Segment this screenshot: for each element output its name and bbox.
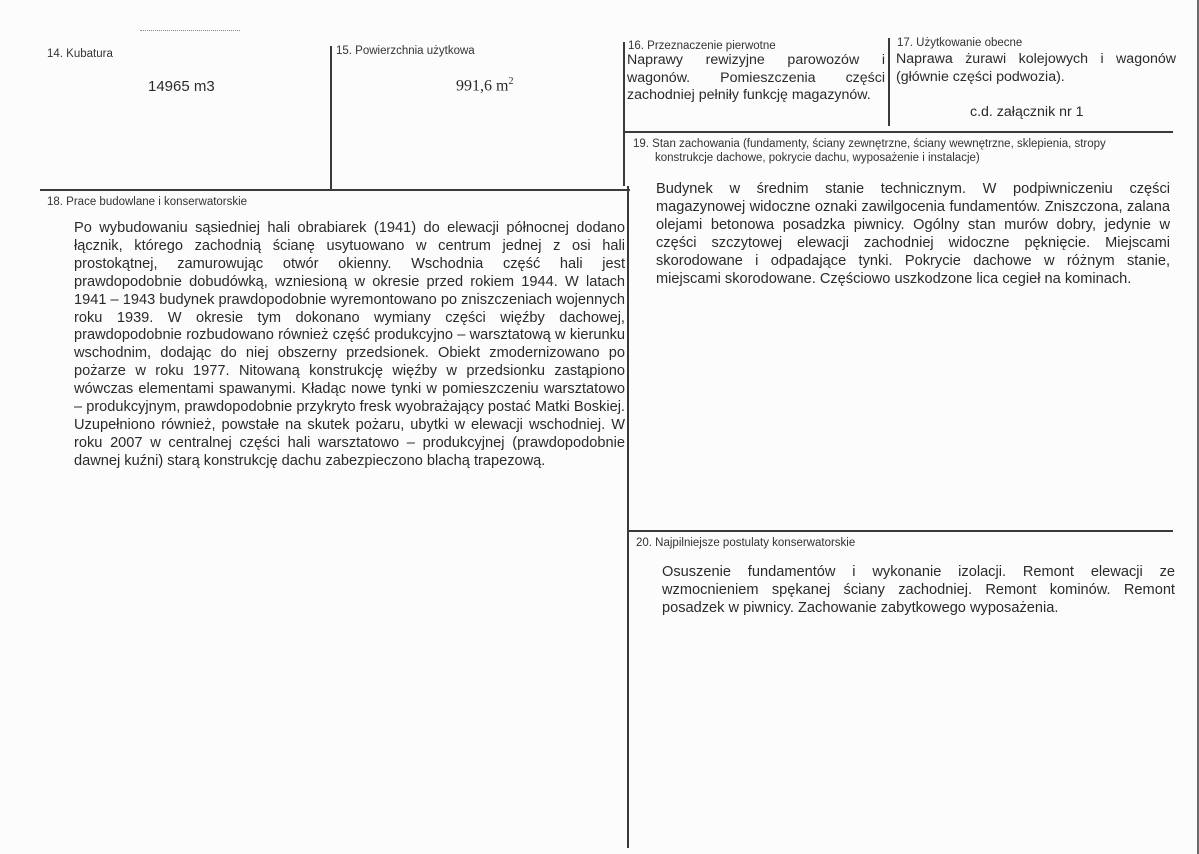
field-15-value bbox=[456, 76, 513, 95]
field-17-label: 17. Użytkowanie obecne bbox=[897, 37, 1023, 49]
field-19-label-line1: 19. Stan zachowania (fundamenty, ściany zewnętrzne, ściany wewnętrzne, sklepienia, stropy bbox=[633, 138, 1106, 150]
field-20-text: Osuszenie fundamentów i wykonanie izolacji. Remont elewacji ze wzmocnieniem spękanej ściany zachodniej. Remont kominów. Remont posadzek w piwnicy. Zachowanie zabytkowego wyposażenia. bbox=[662, 564, 1175, 616]
divider-15-16 bbox=[623, 42, 625, 186]
scan-artifact-line bbox=[140, 30, 240, 31]
field-16-label: 16. Przeznaczenie pierwotne bbox=[628, 40, 776, 52]
field-17-note: c.d. załącznik nr 1 bbox=[970, 104, 1084, 120]
field-18-text: Po wybudowaniu sąsiedniej hali obrabiarek (1941) do elewacji północnej dodano łącznik, którego zachodnią ścianę usytuowano w centrum jednej z osi hali prostokątnej, zamurowując otwór okienny. Wschodnia część hali jest prawdopodobnie dobudówką, wzniesioną w okresie przed rokiem 1944. W latach 1941 – 1943 budynek prawdopodobnie wyremontowano po zniszczeniach wojennych roku 1939. W okresie tym dokonano wymiany części więźby dachowej, prawdopodobnie rozbudowano również część produkcyjno – warsztatową w kierunku wschodnim, dodając do niej obszerny przedsionek. Obiekt zmodernizowano po pożarze w roku 1977. Nitowaną konstrukcję więźby w przedsionku zastąpiono wówczas elementami spawanymi. Kładąc nowe tynki w pomieszczeniu warsztatowo – produkcyjnym, prawdopodobnie przykryto fresk wyobrażający postać Matki Boskiej. Uzupełniono również, powstałe na skutek pożaru, ubytki w elewacji wschodniej. W roku 2007 w centralnej części hali warsztatowo – produkcyjnej (prawdopodobnie dawnej kuźni) starą konstrukcję dachu zabezpieczono blachą trapezową. bbox=[74, 220, 625, 469]
field-18-label: 18. Prace budowlane i konserwatorskie bbox=[47, 196, 248, 208]
field-19-label-line2: konstrukcje dachowe, pokrycie dachu, wyposażenie i instalacje) bbox=[655, 152, 980, 164]
divider-above-19 bbox=[625, 131, 1173, 133]
divider-above-20 bbox=[628, 530, 1173, 532]
divider-above-18 bbox=[40, 189, 630, 191]
field-19-text: Budynek w średnim stanie technicznym. W podpiwniczeniu części magazynowej widoczne oznaki zawilgocenia fundamentów. Zniszczona, zalana olejami betonowa posadzka piwnicy. Ogólny stan murów dobry, jedynie w części szczytowej elewacji zachodniej widoczne pęknięcie. Miejscami skorodowane i odpadające tynki. Pokrycie dachowe w różnym stanie, miejscami skorodowane. Częściowo uszkodzone lica cegieł na kominach. bbox=[656, 181, 1170, 287]
field-20-label: 20. Najpilniejsze postulaty konserwatorskie bbox=[636, 537, 856, 549]
field-16-text: Naprawy rewizyjne parowozów i wagonów. Pomieszczenia części zachodniej pełniły funkcję magazynów. bbox=[627, 52, 885, 103]
field-14-label: 14. Kubatura bbox=[47, 48, 113, 60]
field-15-superscript: 2 bbox=[508, 76, 514, 87]
field-14-value: 14965 m3 bbox=[148, 78, 215, 95]
field-15-label: 15. Powierzchnia użytkowa bbox=[336, 45, 475, 57]
divider-16-17 bbox=[888, 38, 890, 126]
field-15-number: 991,6 m bbox=[456, 77, 509, 95]
divider-14-15 bbox=[330, 46, 332, 189]
field-17-text: Naprawa żurawi kolejowych i wagonów (głównie części podwozia). bbox=[896, 51, 1176, 85]
divider-main-vertical bbox=[627, 186, 629, 848]
